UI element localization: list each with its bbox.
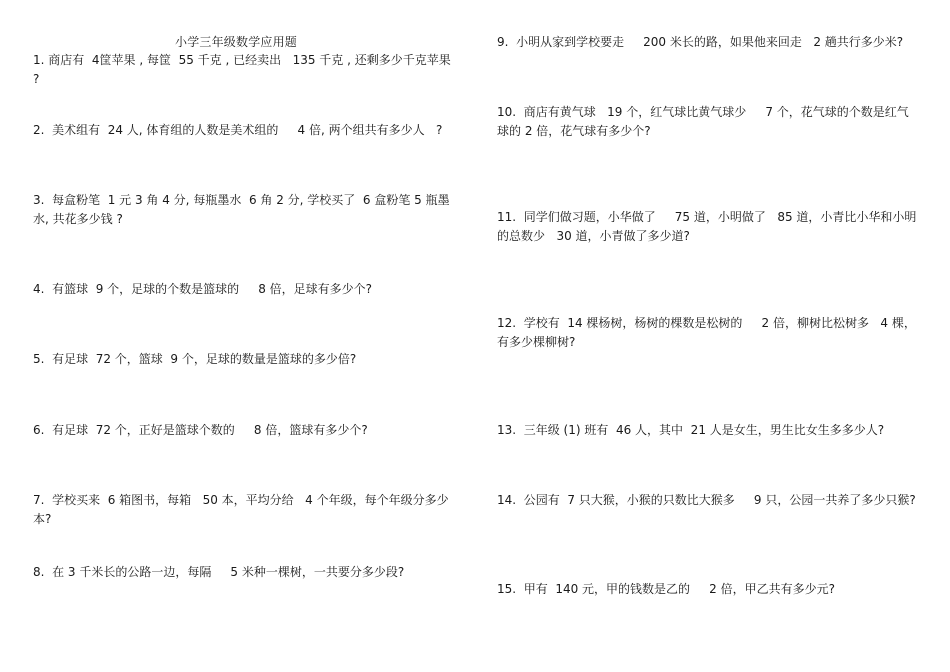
question-1: 1. 商店有 4筐苹果 , 每筐 55 千克 , 已经卖出 135 千克 , 还剩多少千克苹果 ? [33, 53, 463, 86]
question-11: 11. 同学们做习题，小华做了 75 道，小明做了 85 道，小青比小华和小明的总数少 30 道，小青做了多少道? [497, 210, 917, 243]
question-5: 5. 有足球 72 个，篮球 9 个，足球的数量是篮球的多少倍? [33, 352, 357, 366]
worksheet-title: 小学三年级数学应用题 [175, 35, 298, 49]
question-8: 8. 在 3 千米长的公路一边，每隔 5 米种一棵树，一共要分多少段? [33, 565, 405, 579]
question-7: 7. 学校买来 6 箱图书，每箱 50 本，平均分给 4 个年级，每个年级分多少本? [33, 493, 449, 526]
question-2: 2. 美术组有 24 人, 体育组的人数是美术组的 4 倍, 两个组共有多少人 ? [33, 123, 443, 137]
question-12: 12. 学校有 14 棵杨树，杨树的棵数是松树的 2 倍，柳树比松树多 4 棵，有多少棵柳树? [497, 316, 916, 349]
question-3: 3. 每盒粉笔 1 元 3 角 4 分, 每瓶墨水 6 角 2 分, 学校买了 6 盒粉笔 5 瓶墨水, 共花多少钱 ? [33, 193, 450, 226]
question-10: 10. 商店有黄气球 19 个，红气球比黄气球少 7 个，花气球的个数是红气球的 2 倍，花气球有多少个? [497, 105, 909, 138]
question-6: 6. 有足球 72 个，正好是篮球个数的 8 倍，篮球有多少个? [33, 423, 368, 437]
question-4: 4. 有篮球 9 个，足球的个数是篮球的 8 倍，足球有多少个? [33, 282, 373, 296]
question-13: 13. 三年级 (1) 班有 46 人，其中 21 人是女生，男生比女生多多少人? [497, 423, 885, 437]
question-15: 15. 甲有 140 元，甲的钱数是乙的 2 倍，甲乙共有多少元? [497, 582, 835, 596]
question-14: 14. 公园有 7 只大猴，小猴的只数比大猴多 9 只，公园一共养了多少只猴? [497, 493, 916, 507]
question-9: 9. 小明从家到学校要走 200 米长的路，如果他来回走 2 趟共行多少米? [497, 35, 904, 49]
